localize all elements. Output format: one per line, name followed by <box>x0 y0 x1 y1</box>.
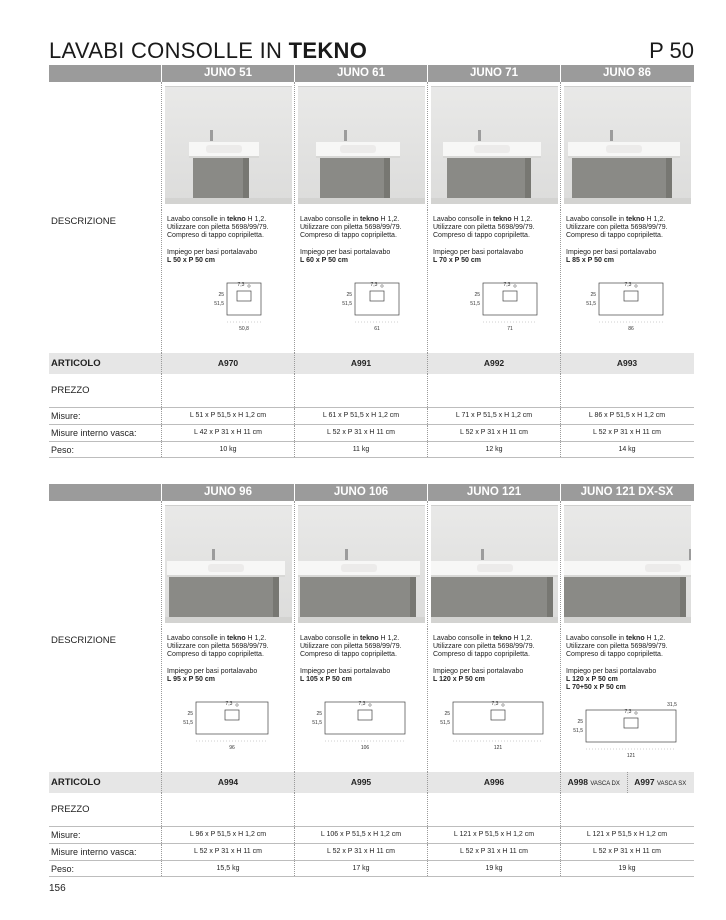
vanity-cabinet <box>169 571 279 617</box>
description-text: Lavabo consolle in tekno H 1,2. Utilizzare con piletta 5698/99/79. Compreso di tappo copripiletta. <box>566 635 668 659</box>
basin-outline <box>237 291 251 301</box>
dimension-label: 7,3 <box>503 282 511 289</box>
faucet-icon <box>210 130 213 141</box>
description-cell <box>560 629 693 772</box>
article-row <box>49 353 694 374</box>
basin-outline <box>491 710 505 720</box>
dimension-label: 25 <box>218 292 224 299</box>
basin-dimensions-value: L 52 x P 31 x H 11 cm <box>427 844 560 860</box>
dimensions-value: L 96 x P 51,5 x H 1,2 cm <box>161 827 294 843</box>
row-label: ARTICOLO <box>51 358 101 369</box>
technical-drawing <box>300 692 420 754</box>
faucet-icon <box>212 549 215 560</box>
page-title: LAVABI CONSOLLE IN TEKNO <box>49 38 368 63</box>
dimensions-value: L 71 x P 51,5 x H 1,2 cm <box>427 408 560 424</box>
technical-drawing <box>566 273 686 335</box>
basin <box>477 564 513 572</box>
dimension-label: 86 <box>628 326 634 333</box>
product-name: JUNO 121 DX-SX <box>560 484 693 501</box>
article-code: A998 VASCA DX <box>567 777 620 787</box>
tap-hole <box>381 285 383 287</box>
basin-outline <box>225 710 239 720</box>
row-label: PREZZO <box>51 385 90 396</box>
article-code: A994 <box>161 772 294 793</box>
row-label: Misure interno vasca: <box>51 847 137 857</box>
dimension-label: 51,5 <box>183 720 193 727</box>
description-text: Lavabo consolle in tekno H 1,2. Utilizzare con piletta 5698/99/79. Compreso di tappo copripiletta. <box>167 216 269 240</box>
dimension-label: 51,5 <box>342 301 352 308</box>
dimension-label: 51,5 <box>312 720 322 727</box>
drawing-svg <box>433 692 553 754</box>
article-code: A992 <box>427 353 560 374</box>
drawing-svg <box>167 692 287 754</box>
basin-dimensions-row <box>49 424 694 441</box>
dimensions-value: L 121 x P 51,5 x H 1,2 cm <box>560 827 693 843</box>
base-compatibility: Impiego per basi portalavabo L 120 x P 50 cm L 70+50 x P 50 cm <box>566 667 657 692</box>
product-name: JUNO 121 <box>427 484 560 501</box>
technical-drawing <box>433 273 553 335</box>
price-cell <box>560 374 693 407</box>
dimension-label: 25 <box>346 292 352 299</box>
product-name: JUNO 61 <box>294 65 427 82</box>
dimensions-value: L 86 x P 51,5 x H 1,2 cm <box>560 408 693 424</box>
price-cell <box>161 793 294 826</box>
faucet-icon <box>610 130 613 141</box>
product-name: JUNO 106 <box>294 484 427 501</box>
tap-hole <box>248 285 250 287</box>
base-compatibility: Impiego per basi portalavabo L 95 x P 50 cm <box>167 667 258 683</box>
price-row <box>49 374 694 407</box>
basin-outline <box>624 718 638 728</box>
article-code-split <box>560 772 693 793</box>
technical-drawing <box>566 700 686 762</box>
basin <box>340 145 376 153</box>
dimension-label: 51,5 <box>573 728 583 735</box>
product-photo <box>165 505 292 623</box>
drawing-svg <box>167 273 287 335</box>
product-header-row <box>49 65 694 82</box>
description-row <box>49 210 694 353</box>
row-label: Peso: <box>51 445 75 455</box>
product-photo <box>298 86 425 204</box>
product-photo <box>564 86 691 204</box>
drawing-svg <box>433 273 553 335</box>
basin <box>606 145 642 153</box>
dimension-label: 121 <box>493 745 503 752</box>
technical-drawing <box>300 273 420 335</box>
row-label: Peso: <box>51 864 75 874</box>
tap-hole <box>514 285 516 287</box>
dimension-label: 25 <box>590 292 596 299</box>
product-name: JUNO 71 <box>427 65 560 82</box>
faucet-icon <box>481 549 484 560</box>
dimensions-row <box>49 407 694 424</box>
price-cell <box>294 793 427 826</box>
drawing-svg <box>300 692 420 754</box>
base-compatibility: Impiego per basi portalavabo L 85 x P 50 cm <box>566 248 657 264</box>
product-photo <box>165 86 292 204</box>
dimension-label: 7,3 <box>237 282 245 289</box>
dimension-label: 51,5 <box>470 301 480 308</box>
row-label: Misure interno vasca: <box>51 428 137 438</box>
product-table-1 <box>49 65 694 458</box>
vanity-cabinet <box>193 152 249 198</box>
base-compatibility: Impiego per basi portalavabo L 50 x P 50 cm <box>167 248 258 264</box>
base-compatibility: Impiego per basi portalavabo L 60 x P 50 cm <box>300 248 391 264</box>
basin-dimensions-row <box>49 843 694 860</box>
description-cell <box>161 210 294 353</box>
article-row <box>49 772 694 793</box>
product-header-row <box>49 484 694 501</box>
dimension-label: 7,3 <box>358 701 366 708</box>
basin-dimensions-value: L 52 x P 31 x H 11 cm <box>427 425 560 441</box>
price-cell <box>560 793 693 826</box>
drawing-svg <box>300 273 420 335</box>
base-compatibility: Impiego per basi portalavabo L 120 x P 50 cm <box>433 667 524 683</box>
dimension-label: 25 <box>577 719 583 726</box>
base-compatibility: Impiego per basi portalavabo L 70 x P 50 cm <box>433 248 524 264</box>
product-image-row <box>49 82 694 210</box>
basin-dimensions-value: L 52 x P 31 x H 11 cm <box>560 425 693 441</box>
dimension-label: 51,5 <box>440 720 450 727</box>
basin-dimensions-value: L 42 x P 31 x H 11 cm <box>161 425 294 441</box>
basin <box>208 564 244 572</box>
basin <box>645 564 681 572</box>
dimension-label: 25 <box>444 711 450 718</box>
price-list-code: P 50 <box>649 38 694 63</box>
weight-value: 11 kg <box>294 442 427 457</box>
dimension-label: 25 <box>474 292 480 299</box>
technical-drawing <box>433 692 553 754</box>
faucet-icon <box>344 130 347 141</box>
description-text: Lavabo consolle in tekno H 1,2. Utilizzare con piletta 5698/99/79. Compreso di tappo copripiletta. <box>566 216 668 240</box>
dimension-label: 51,5 <box>214 301 224 308</box>
faucet-icon <box>689 549 691 560</box>
basin-dimensions-value: L 52 x P 31 x H 11 cm <box>294 844 427 860</box>
vanity-cabinet <box>564 571 686 617</box>
dimensions-value: L 51 x P 51,5 x H 1,2 cm <box>161 408 294 424</box>
dimension-label: 51,5 <box>586 301 596 308</box>
dimension-label: 7,3 <box>624 709 632 716</box>
dimension-label: 96 <box>229 745 235 752</box>
dimension-label: 7,3 <box>370 282 378 289</box>
row-label: PREZZO <box>51 804 90 815</box>
basin-dimensions-value: L 52 x P 31 x H 11 cm <box>161 844 294 860</box>
price-cell <box>161 374 294 407</box>
price-cell <box>427 793 560 826</box>
basin <box>206 145 242 153</box>
weight-row <box>49 441 694 458</box>
product-name: JUNO 86 <box>560 65 693 82</box>
dimension-label: 121 <box>626 753 636 760</box>
dimension-label: 25 <box>187 711 193 718</box>
basin-dimensions-value: L 52 x P 31 x H 11 cm <box>294 425 427 441</box>
dimension-label: 7,3 <box>491 701 499 708</box>
technical-drawing <box>167 273 287 335</box>
product-name: JUNO 96 <box>161 484 294 501</box>
technical-drawing <box>167 692 287 754</box>
row-label: DESCRIZIONE <box>51 635 116 646</box>
description-text: Lavabo consolle in tekno H 1,2. Utilizzare con piletta 5698/99/79. Compreso di tappo copripiletta. <box>300 216 402 240</box>
basin-dimensions-value: L 52 x P 31 x H 11 cm <box>560 844 693 860</box>
description-text: Lavabo consolle in tekno H 1,2. Utilizzare con piletta 5698/99/79. Compreso di tappo copripiletta. <box>300 635 402 659</box>
basin-outline <box>624 291 638 301</box>
price-cell <box>294 374 427 407</box>
article-code: A970 <box>161 353 294 374</box>
price-row <box>49 793 694 826</box>
faucet-icon <box>345 549 348 560</box>
price-cell <box>427 374 560 407</box>
basin <box>474 145 510 153</box>
faucet-icon <box>478 130 481 141</box>
dimensions-value: L 121 x P 51,5 x H 1,2 cm <box>427 827 560 843</box>
dimension-label: 106 <box>360 745 370 752</box>
description-text: Lavabo consolle in tekno H 1,2. Utilizzare con piletta 5698/99/79. Compreso di tappo copripiletta. <box>433 635 535 659</box>
weight-value: 19 kg <box>560 861 693 876</box>
article-code: A997 VASCA SX <box>627 772 694 793</box>
description-row <box>49 629 694 772</box>
vanity-cabinet <box>431 571 553 617</box>
page-header <box>49 38 694 64</box>
page-number: 156 <box>49 883 66 894</box>
row-label: Misure: <box>51 830 81 840</box>
article-code: A993 <box>560 353 693 374</box>
vanity-cabinet <box>300 571 416 617</box>
dimensions-value: L 61 x P 51,5 x H 1,2 cm <box>294 408 427 424</box>
description-cell <box>294 210 427 353</box>
drawing-svg <box>566 700 686 762</box>
vanity-cabinet <box>572 152 672 198</box>
vanity-cabinet <box>447 152 531 198</box>
dimension-label: 31,5 <box>667 702 677 709</box>
product-table-2 <box>49 484 694 877</box>
dimensions-value: L 106 x P 51,5 x H 1,2 cm <box>294 827 427 843</box>
dimension-label: 61 <box>374 326 380 333</box>
tap-hole <box>369 704 371 706</box>
vanity-cabinet <box>320 152 390 198</box>
dimension-label: 7,3 <box>624 282 632 289</box>
article-code: A991 <box>294 353 427 374</box>
article-code: A995 <box>294 772 427 793</box>
product-photo <box>431 505 558 623</box>
tap-hole <box>236 704 238 706</box>
product-photo <box>564 505 691 623</box>
basin-outline <box>370 291 384 301</box>
weight-value: 12 kg <box>427 442 560 457</box>
weight-value: 19 kg <box>427 861 560 876</box>
product-image-row <box>49 501 694 629</box>
article-code: A996 <box>427 772 560 793</box>
weight-row <box>49 860 694 877</box>
description-text: Lavabo consolle in tekno H 1,2. Utilizzare con piletta 5698/99/79. Compreso di tappo copripiletta. <box>167 635 269 659</box>
tap-hole <box>502 704 504 706</box>
row-label: Misure: <box>51 411 81 421</box>
basin-outline <box>358 710 372 720</box>
drawing-svg <box>566 273 686 335</box>
tap-hole <box>635 712 637 714</box>
base-compatibility: Impiego per basi portalavabo L 105 x P 50 cm <box>300 667 391 683</box>
description-cell <box>427 210 560 353</box>
description-cell <box>294 629 427 772</box>
dimension-label: 7,3 <box>225 701 233 708</box>
dimension-label: 71 <box>507 326 513 333</box>
row-label: ARTICOLO <box>51 777 101 788</box>
basin <box>341 564 377 572</box>
weight-value: 15,5 kg <box>161 861 294 876</box>
description-text: Lavabo consolle in tekno H 1,2. Utilizzare con piletta 5698/99/79. Compreso di tappo copripiletta. <box>433 216 535 240</box>
product-photo <box>431 86 558 204</box>
product-name: JUNO 51 <box>161 65 294 82</box>
dimension-label: 25 <box>316 711 322 718</box>
product-photo <box>298 505 425 623</box>
weight-value: 17 kg <box>294 861 427 876</box>
description-cell <box>560 210 693 353</box>
tap-hole <box>635 285 637 287</box>
dimensions-row <box>49 826 694 843</box>
description-cell <box>161 629 294 772</box>
basin-outline <box>503 291 517 301</box>
dimension-label: 50,8 <box>239 326 249 333</box>
weight-value: 14 kg <box>560 442 693 457</box>
row-label: DESCRIZIONE <box>51 216 116 227</box>
weight-value: 10 kg <box>161 442 294 457</box>
description-cell <box>427 629 560 772</box>
